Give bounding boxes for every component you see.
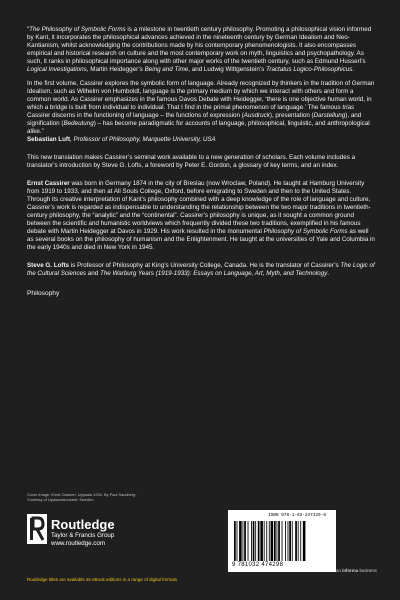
publisher-url: www.routledge.com — [51, 540, 105, 547]
isbn-barcode — [228, 510, 336, 572]
isbn-label: ISBN 978-1-03-247429-8 — [268, 513, 326, 518]
translation-paragraph: This new translation makes Cassirer’s seminal work available to a new generation of scholars. Each volume includes a translator’s introduction by Steve G. Lofts, a foreword by Peter E. Gordon, a glossary of key terms, and an index. — [27, 154, 356, 169]
publisher-group: Taylor & Francis Group — [51, 532, 115, 539]
ebook-footnote: Routledge titles are available as eBook editions in a range of digital formats — [27, 577, 178, 582]
cassirer-bio: Ernst Cassirer was born in Germany 1874 in the city of Breslau (now Wroclaw, Poland). He taught at Hamburg University from 1919 to 1933, and then at All Souls College, Oxford, before emigrating to Sweden and then to the United States. Through its creative interpretation of Kant’s philosophy combined with a deep knowledge of the role of language and culture, Cassirer’s work is regarded as indispensable to understanding the relationship between the two major traditions in twentieth-century philosophy, the “analytic” and the “continental”. Cassirer’s philosophy is unique, as it sought a common ground between the scientific and humanistic worldviews which frequently divided these two traditions, exemplified in his famous debate with Martin Heidegger at Davos in 1929. His work resulted in the monumental Philosophy of Symbolic Forms as well as several books on the philosophy of humanism and the Enlightenment. He taught at the universities of Yale and Columbia in the early 1940s and died in New York in 1945. — [27, 180, 375, 251]
barcode-digits: 9 781032 474298 — [232, 562, 284, 568]
routledge-logo-icon — [27, 514, 47, 544]
subject-category: Philosophy — [27, 290, 60, 297]
back-cover-text — [27, 26, 375, 304]
endorsement-paragraph-1: “The Philosophy of Symbolic Forms is a milestone in twentieth century philosophy. Promoting a philosophical vision informed by Kant, it incorporates the philosophical advances achieved in the nineteenth century by German Idealism and Neo-Kantianism, whilst acknowledging the contributions made by his contemporary phenomenologists. It also encompasses empirical and historical research on culture and the most contemporary work on myth, linguistics and psychopathology. As such, it ranks in philosophical importance along with other major works of the twentieth century, such as Edmund Husserl’s Logical Investigations, Martin Heidegger’s Being and Time, and Ludwig Wittgenstein’s Tractatus Logico-Philosophicus. — [27, 26, 372, 73]
informa-tagline: an informa business — [336, 568, 377, 573]
endorsement-paragraph-2: In the first volume, Cassirer explores the symbolic form of language. Already recognized by thinkers in the tradition of German Idealism, such as Wilhelm von Humboldt, language is the primary medium by which we interact with others and form a common world. As Cassirer emphasizes in the famous Davos Debate with Heidegger, ‘there is one objective human world, in which a bridge is built from individual to individual. That I find in the primal phenomenon of language.’ The famous trias Cassirer discerns in the functioning of language – the functions of expression (Ausdruck), presentation (Darstellung), and signification (Bedeutung) – has become paradigmatic for accounts of language, philosophical, linguistic, and anthropological alike.” — [27, 80, 375, 135]
lofts-bio: Steve G. Lofts is Professor of Philosophy at King’s University College, Canada. He is the translator of Cassirer’s The Logic of the Cultural Sciences and The Warburg Years (1919-1933): Essays on Language, Art, Myth, and Technology. — [27, 262, 375, 277]
cover-image-credit: Cover image: Ernst Cassirer, Uppsala 1934. By Paul Sandberg. Courtesy of Upplandsmuseet, Sweden. — [27, 492, 137, 503]
publisher-logo — [27, 514, 207, 554]
publisher-name: Routledge — [51, 517, 115, 532]
barcode-icon — [234, 521, 330, 561]
endorsement-author: Sebastian Luft, Professor of Philosophy, Marquette University, USA — [27, 136, 216, 143]
